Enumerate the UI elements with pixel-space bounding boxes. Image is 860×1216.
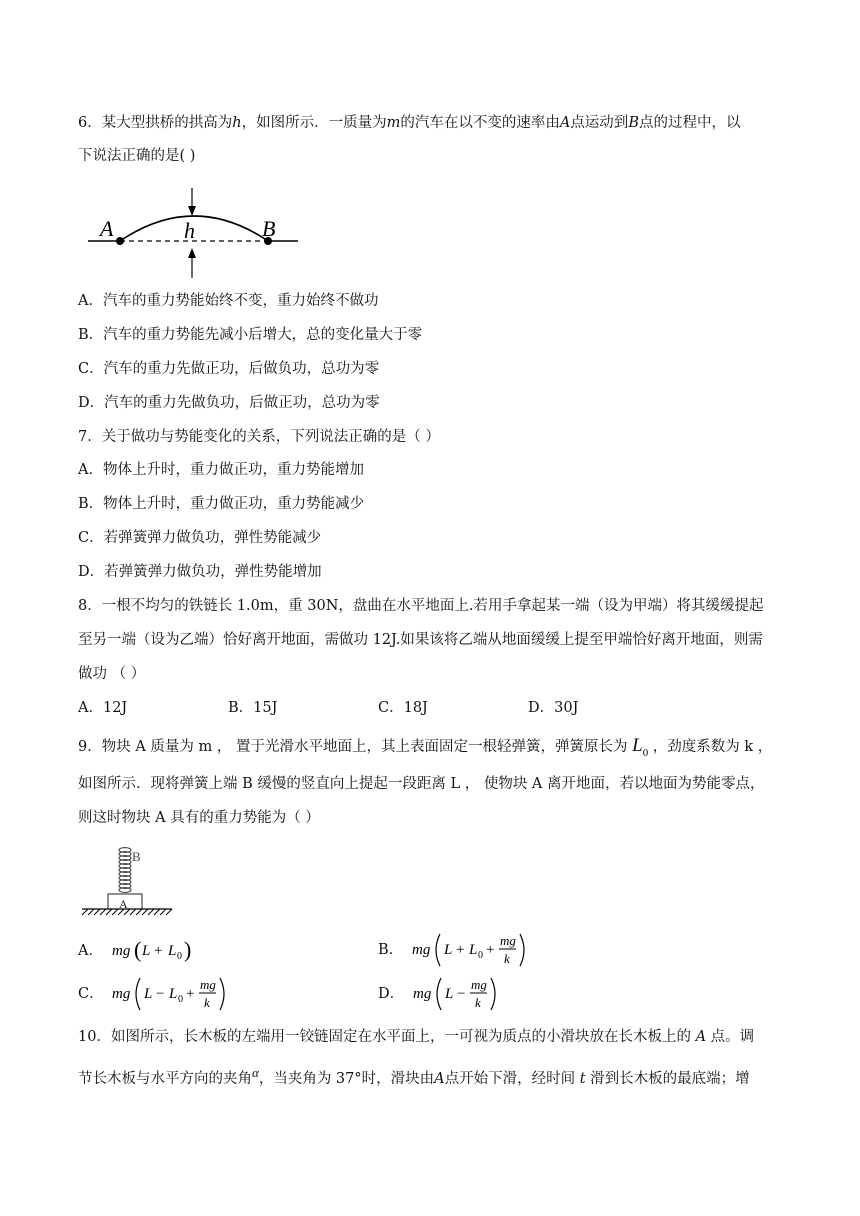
q10-text: 10．如图所示，长木板的左端用一铰链固定在水平面上，一可视为质点的小滑块放在长木板上的 [78,1029,691,1045]
q10-var-alpha: α [252,1065,259,1080]
q6-text: 6．某大型拱桥的拱高为 [78,115,233,131]
q8-option-c: C．18J [378,700,428,716]
q6-option-a: A．汽车的重力势能始终不变，重力始终不做功 [78,293,379,309]
q9-stem-line3: 则这时物块 A 具有的重力势能为（ ） [78,810,320,826]
q6-text: 的汽车在以不变的速率由 [400,115,560,131]
svg-text:L: L [444,986,454,1002]
q6-stem-line1 [78,113,740,133]
svg-text:L: L [144,986,153,1002]
top-arrowhead [188,206,196,216]
q6-text: 点运动到 [570,115,629,131]
svg-text:0: 0 [477,950,483,961]
q9-text: 9．物块 A 质量为 m ， 置于光滑水平地面上，其上表面固定一根轻弹簧，弹簧原长为 [78,739,628,755]
q6-var-m: m [386,115,401,131]
svg-text:L: L [167,943,176,959]
q9-sub-0: 0 [642,746,649,759]
label-A: A [119,897,128,911]
q9-formula-c [112,974,232,1014]
q8-stem-line1: 8．一根不均匀的铁链长 1.0m，重 30N，盘曲在水平地面上.若用手拿起某一端（设为甲端）将其缓缓提起 [78,598,764,614]
q9-spring-block-figure [80,842,176,918]
svg-text:): ) [183,938,191,962]
svg-text:k: k [474,995,481,1010]
svg-text:+: + [186,986,195,1002]
svg-text:mg: mg [470,977,487,992]
q6-option-d: D．汽车的重力先做负功，后做正功，总功为零 [78,395,380,411]
svg-text:mg: mg [499,933,516,948]
svg-text:+: + [153,943,163,959]
q7-option-c: C．若弹簧弹力做负功，弹性势能减少 [78,530,322,546]
q9-var-L: L [632,735,643,756]
svg-text:k: k [204,995,210,1010]
q10-var-A: A [434,1070,445,1087]
q9-option-d [378,974,509,1014]
svg-text:+: + [485,942,495,958]
spring-coils [119,848,131,893]
svg-text:−: − [456,986,466,1002]
q6-text: 点的过程中，以 [638,115,741,131]
svg-text:L: L [141,943,150,959]
q9-option-c-label: C． [78,986,104,1002]
q9-text: ，劲度系数为 k ， [652,739,773,755]
q8-option-a: A．12J [78,700,128,716]
svg-text:L: L [468,942,478,958]
svg-text:mg: mg [411,942,431,958]
svg-text:mg: mg [412,986,432,1002]
bottom-arrowhead [188,248,196,258]
q9-option-b [378,930,532,970]
q10-var-A: A [695,1029,707,1045]
q8-option-b: B．15J [228,700,278,716]
label-h: h [184,218,195,243]
q9-option-a-label: A． [78,943,103,959]
q9-formula-d [413,974,509,1014]
q6-option-c: C．汽车的重力先做正功，后做负功，总功为零 [78,361,380,377]
svg-text:L: L [443,942,453,958]
label-B: B [262,216,276,241]
q10-text: ，当夹角为 37°时，滑块由 [258,1070,435,1087]
svg-text:k: k [503,951,510,966]
svg-text:0: 0 [176,951,182,962]
svg-text:mg: mg [112,986,131,1002]
q7-option-a: A．物体上升时，重力做正功，重力势能增加 [78,462,364,478]
q7-option-d: D．若弹簧弹力做负功，弹性势能增加 [78,564,322,580]
svg-text:+: + [455,942,465,958]
q8-stem-line2: 至另一端（设为乙端）恰好离开地面，需做功 12J.如果该将乙端从地面缓缓上提至甲端恰好离开地面，则需 [78,632,763,648]
q10-text: 点。调 [710,1029,755,1045]
q9-option-d-label: D． [378,986,405,1002]
q7-option-b: B．物体上升时，重力做正功，重力势能减少 [78,496,365,512]
q9-formula-a [112,938,202,964]
q6-var-A: A [559,115,571,131]
q6-text: ，如图所示．一质量为 [241,115,387,131]
label-B: B [132,849,141,864]
label-A: A [100,216,114,241]
q10-text: 滑到长木板的最底端；增 [590,1070,750,1087]
q9-option-a [78,938,202,964]
svg-text:L: L [169,986,178,1002]
q8-stem-line3: 做功 （ ） [78,666,146,682]
q9-var-L0 [632,735,649,759]
q10-stem-line2 [78,1063,750,1089]
q9-formula-b [412,930,532,970]
q6-stem-line2: 下说法正确的是( ) [78,148,196,164]
q6-bridge-figure [84,186,304,280]
svg-text:mg: mg [200,977,217,992]
q7-stem: 7．关于做功与势能变化的关系，下列说法正确的是（ ） [78,429,440,445]
q9-option-c [78,974,232,1014]
q10-text: 节长木板与水平方向的夹角 [78,1070,252,1087]
svg-text:0: 0 [178,994,184,1005]
q10-text: 点开始下滑，经时间 [444,1070,576,1087]
svg-text:−: − [156,986,165,1002]
q6-var-h: h [232,115,242,131]
q9-stem-line2: 如图所示．现将弹簧上端 B 缓慢的竖直向上提起一段距离 L ， 使物块 A 离开地面，若以地面为势能零点， [78,776,765,792]
svg-text:(: ( [133,938,141,962]
q10-var-t: t [579,1070,586,1087]
q8-option-d: D．30J [528,700,579,716]
svg-text:mg: mg [111,943,130,959]
point-A [116,237,124,245]
q10-stem-line1 [78,1027,754,1047]
q6-option-b: B．汽车的重力势能先减小后增大，总的变化量大于零 [78,327,423,343]
q6-var-B: B [628,115,639,131]
q9-stem-line1 [78,736,772,763]
q9-option-b-label: B． [378,942,404,958]
